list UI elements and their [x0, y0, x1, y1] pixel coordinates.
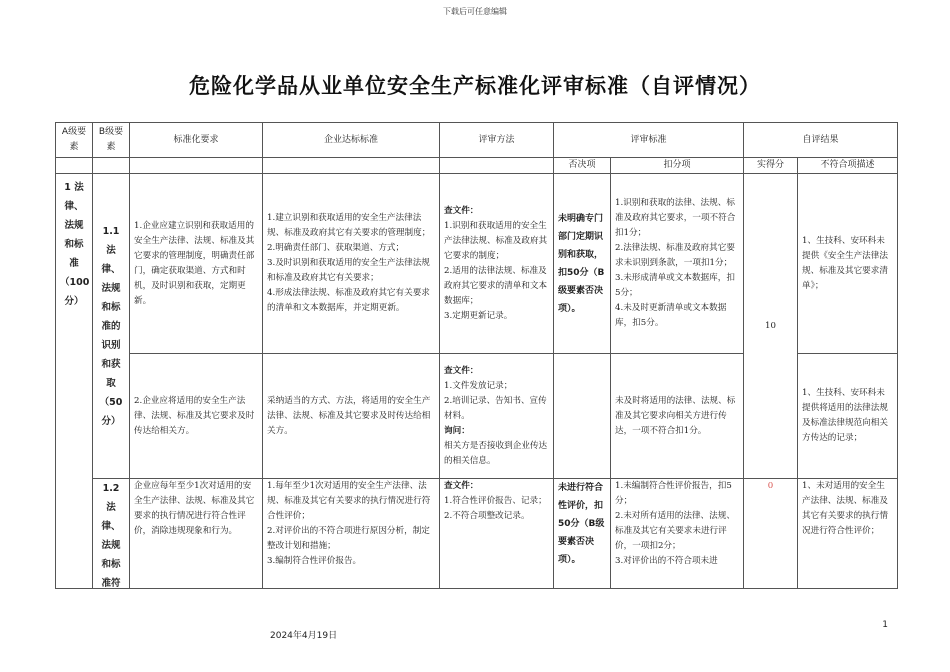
nonconform-cell: 1、未对适用的安全生产法律、法规、标准及其它有关要求的执行情况进行符合性评价；: [798, 479, 898, 589]
veto-cell: [554, 354, 611, 479]
col-a-level: A级要素: [56, 123, 93, 158]
table-row: [56, 479, 898, 589]
method-text: 1.识别和获取适用的安全生产法律法规、标准及政府其它要求的制度； 2.适用的法律法规、标准及政府其它要求的清单和文本数据库； 3.定期更新记录。: [444, 220, 548, 321]
method-text: 1.符合性评价报告、记录； 2.不符合项整改记录。: [444, 496, 547, 521]
col-criteria: 评审标准: [554, 123, 744, 158]
deduction-cell: 1.识别和获取的法律、法规、标准及政府其它要求，一项不符合扣1分； 2.法律法规、标准及政府其它要求未识别到条款，一项扣1分； 3.未形成清单或文本数据库，扣5分； 4.未及时更新清单或文本数据库，扣5分。: [611, 174, 744, 354]
method-cell: [440, 479, 554, 589]
method-text: 1.文件发放记录； 2.培训记录、告知书、宣传材料。: [444, 380, 547, 421]
footer-date: 2024年4月19日: [270, 631, 338, 641]
requirement-cell: 1.企业应建立识别和获取适用的安全生产法律、法规、标准及其它要求的管理制度，明确责任部门，确定获取渠道、方式和时机，及时识别和获取，定期更新。: [130, 174, 263, 354]
page-number: 1: [882, 620, 888, 630]
method-cell: [440, 174, 554, 354]
score-cell: 10: [744, 174, 798, 479]
col-enterprise-standard: 企业达标标准: [263, 123, 440, 158]
requirement-cell: 企业应每年至少1次对适用的安全生产法律、法规、标准及其它要求的执行情况进行符合性评价，消除违规现象和行为。: [130, 479, 263, 589]
a-element-cell: 1 法律、法规和标准（100分）: [56, 174, 93, 589]
col-nonconform: 不符合项描述: [798, 158, 898, 174]
standard-cell: 1.每年至少1次对适用的安全生产法律、法规、标准及其它有关要求的执行情况进行符合性评价； 2.对评价出的不符合项进行原因分析，制定整改计划和措施； 3.编制符合性评价报告。: [263, 479, 440, 589]
standards-table: [55, 122, 898, 589]
method-cell: [440, 354, 554, 479]
method-heading: 查文件：: [444, 365, 479, 376]
method-heading: 查文件：: [444, 205, 479, 216]
table-row: [56, 174, 898, 354]
b-element-cell: 1.2 法律、法规和标准符: [93, 479, 130, 589]
method-heading-2: 询问：: [444, 425, 470, 436]
col-requirement: 标准化要求: [130, 123, 263, 158]
col-b-level: B级要素: [93, 123, 130, 158]
veto-cell: 未进行符合性评价，扣50分（B级要素否决项）。: [554, 479, 611, 589]
b-element-cell: 1.1 法律、法规和标准的识别和获取（50分）: [93, 174, 130, 479]
deduction-cell: 未及时将适用的法律、法规、标准及其它要求向相关方进行传达，一项不符合扣1分。: [611, 354, 744, 479]
table-header-row: [56, 123, 898, 158]
method-text-2: 相关方是否接收到企业传达的相关信息。: [444, 440, 548, 466]
deduction-cell: 1.未编制符合性评价报告，扣5分； 2.未对所有适用的法律、法规、标准及其它有关要求未进行评价，一项扣2分； 3.对评价出的不符合项未进: [611, 479, 744, 589]
col-result: 自评结果: [744, 123, 898, 158]
method-heading: 查文件：: [444, 481, 479, 491]
col-score: 实得分: [744, 158, 798, 174]
col-method: 评审方法: [440, 123, 554, 158]
score-cell: 0: [744, 479, 798, 589]
col-veto: 否决项: [554, 158, 611, 174]
standard-cell: 1.建立识别和获取适用的安全生产法律法规、标准及政府其它有关要求的管理制度； 2.明确责任部门、获取渠道、方式； 3.及时识别和获取适用的安全生产法律法规和标准及政府其它有关要求； 4.形成法律法规、标准及政府其它有关要求的清单和文本数据库，并定期更新。: [263, 174, 440, 354]
nonconform-cell: 1、生技科、安环科未提供将适用的法律法规及标准法律规范向相关方传达的记录；: [798, 354, 898, 479]
table-subheader-row: [56, 158, 898, 174]
col-deduction: 扣分项: [611, 158, 744, 174]
header-note: 下载后可任意编辑: [443, 7, 507, 16]
requirement-cell: 2.企业应将适用的安全生产法律、法规、标准及其它要求及时传达给相关方。: [130, 354, 263, 479]
nonconform-cell: 1、生技科、安环科未提供《安全生产法律法规、标准及其它要求清单》；: [798, 174, 898, 354]
standard-cell: 采纳适当的方式、方法，将适用的安全生产法律、法规、标准及其它要求及时传达给相关方。: [263, 354, 440, 479]
veto-cell: 未明确专门部门定期识别和获取，扣50分（B级要素否决项）。: [554, 174, 611, 354]
page-title: 危险化学品从业单位安全生产标准化评审标准（自评情况）: [189, 74, 761, 98]
